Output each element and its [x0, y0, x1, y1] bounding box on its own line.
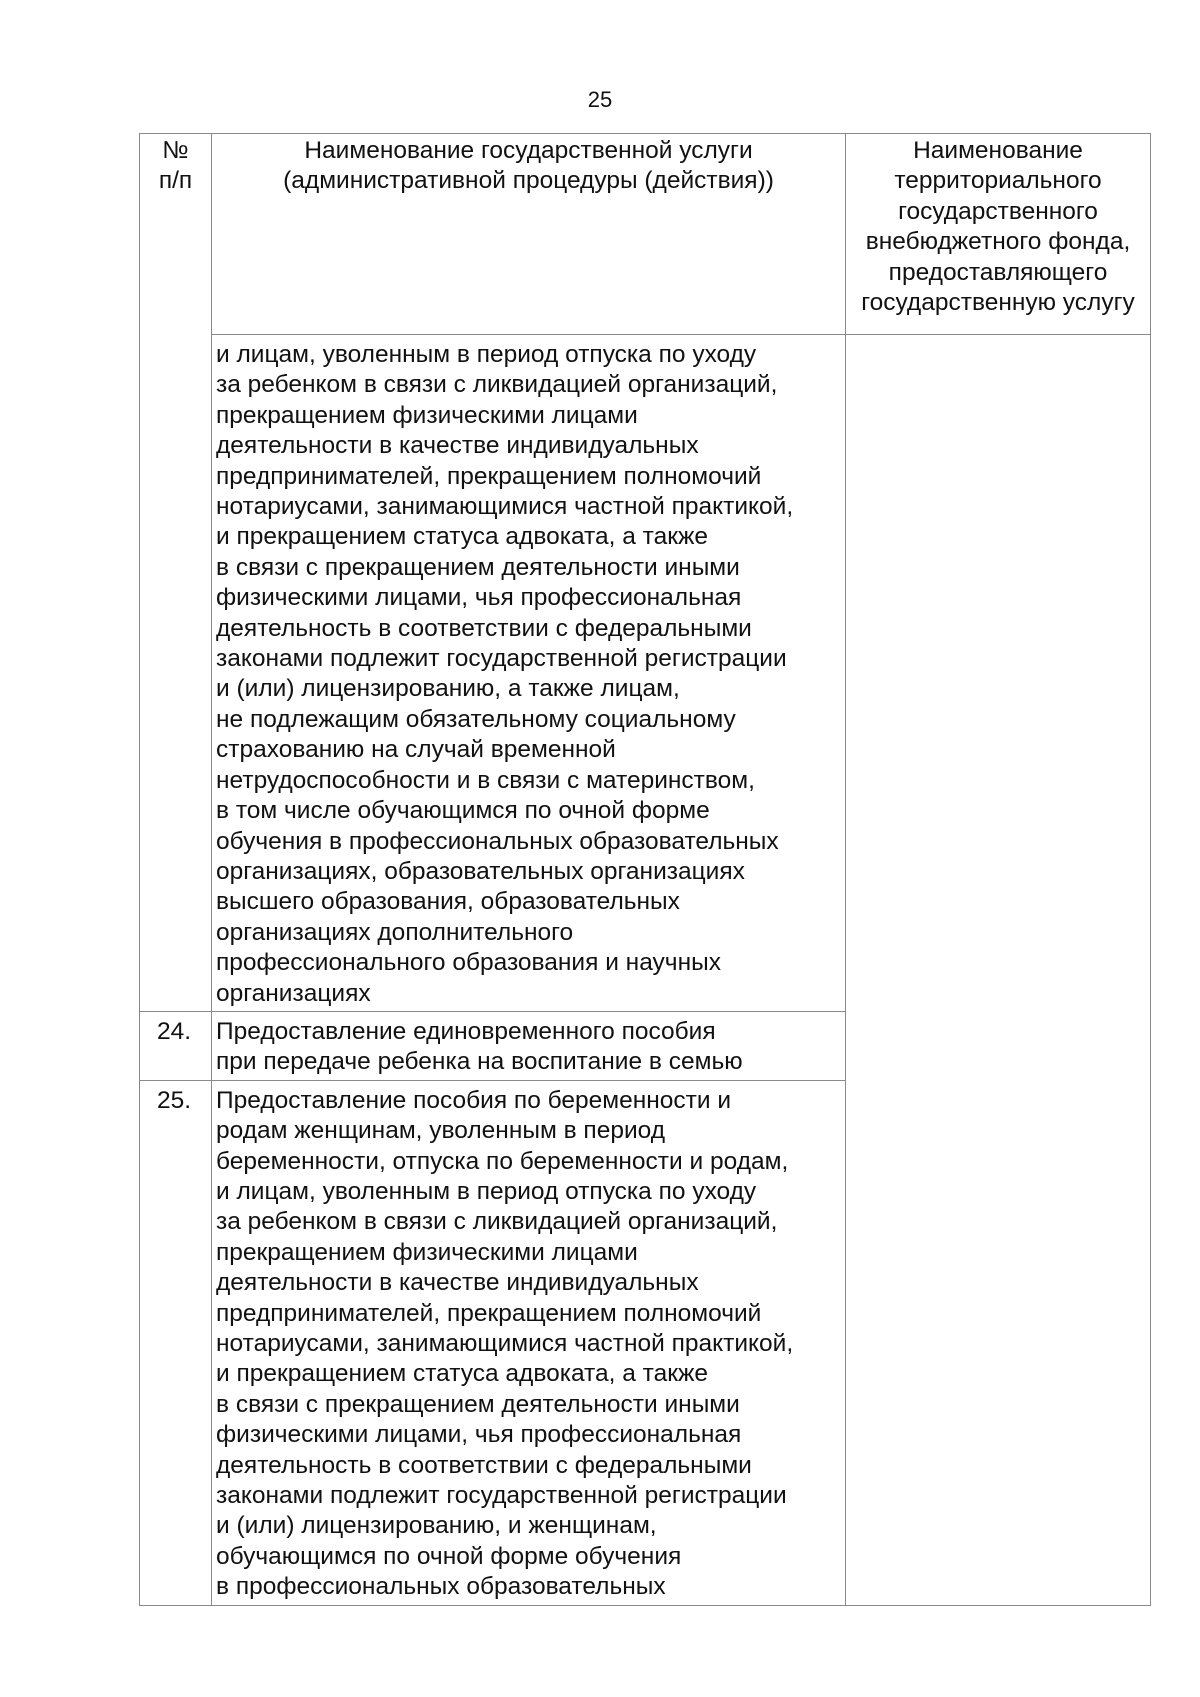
services-table — [139, 133, 1151, 1606]
text-line: физическими лицами, чья профессиональная — [216, 584, 742, 612]
text-line: п/п — [158, 167, 193, 195]
text-line: в связи с прекращением деятельности иными — [216, 553, 740, 581]
text-line: деятельность в соответствии с федеральными — [216, 1451, 752, 1479]
table-row — [140, 335, 1151, 1012]
text-line: законами подлежит государственной регистрации — [216, 645, 787, 673]
text-line: не подлежащим обязательному социальному — [216, 705, 736, 733]
text-line: предпринимателей, прекращением полномочий — [216, 462, 762, 490]
text-line: за ребенком в связи с ликвидацией организаций, — [216, 1208, 778, 1236]
text-line: в профессиональных образовательных — [216, 1573, 666, 1601]
text-line: деятельности в качестве индивидуальных — [216, 1269, 699, 1297]
text-line: организациях — [216, 979, 371, 1007]
text-line: деятельности в качестве индивидуальных — [216, 432, 699, 460]
row-fund-name — [846, 335, 1151, 1606]
text-line: нотариусами, занимающимися частной практикой, — [216, 1330, 794, 1357]
text-line: и (или) лицензированию, а также лицам, — [216, 675, 680, 703]
text-line: № — [162, 137, 189, 164]
text-line: беременности, отпуска по беременности и родам, — [216, 1147, 789, 1175]
text-line: предпринимателей, прекращением полномочий — [216, 1299, 762, 1327]
text-line: в том числе обучающимся по очной форме — [216, 797, 710, 825]
text-line: законами подлежит государственной регистрации — [216, 1482, 787, 1510]
text-line: нотариусами, занимающимися частной практикой, — [216, 493, 794, 521]
text-line: и (или) лицензированию, и женщинам, — [216, 1512, 657, 1540]
text-line: предоставляющего — [888, 258, 1108, 286]
text-line: обучения в профессиональных образовательных — [216, 827, 779, 855]
header-number — [140, 134, 212, 335]
text-line: государственную услугу — [861, 289, 1135, 317]
text-line: в связи с прекращением деятельности иными — [216, 1390, 740, 1418]
row-service-name — [212, 1011, 846, 1080]
row-service-name — [212, 335, 846, 1012]
text-line: родам женщинам, уволенным в период — [216, 1117, 666, 1145]
text-line: высшего образования, образовательных — [216, 888, 680, 916]
header-fund-name — [846, 134, 1151, 335]
text-line: и прекращением статуса адвоката, а также — [216, 523, 708, 551]
text-line: организациях дополнительного — [216, 918, 574, 946]
text-line: обучающимся по очной форме обучения — [216, 1542, 682, 1570]
text-line: Предоставление пособия по беременности и — [216, 1086, 732, 1114]
text-line: прекращением физическими лицами — [216, 401, 638, 429]
text-line: Наименование — [913, 137, 1083, 164]
text-line: внебюджетного фонда, — [865, 228, 1131, 256]
text-line: территориального — [894, 167, 1102, 195]
text-line: деятельность в соответствии с федеральными — [216, 614, 752, 642]
row-number: 25. — [140, 1080, 212, 1605]
row-number — [140, 335, 212, 1012]
page-number: 25 — [587, 87, 613, 112]
text-line: профессионального образования и научных — [216, 949, 721, 977]
text-line: и лицам, уволенным в период отпуска по уходу — [216, 1177, 757, 1205]
header-service-name — [212, 134, 846, 335]
text-line: Предоставление единовременного пособия — [216, 1017, 716, 1045]
text-line: за ребенком в связи с ликвидацией организаций, — [216, 371, 778, 399]
table-header-row — [140, 134, 1151, 335]
text-line: государственного — [898, 197, 1098, 225]
text-line: прекращением физическими лицами — [216, 1238, 638, 1266]
row-number: 24. — [140, 1011, 212, 1080]
text-line: (административной процедуры (действия)) — [283, 167, 774, 195]
text-line: и лицам, уволенным в период отпуска по уходу — [216, 341, 757, 368]
text-line: нетрудоспособности и в связи с материнством, — [216, 766, 755, 794]
row-service-name — [212, 1080, 846, 1605]
text-line: Наименование государственной услуги — [304, 137, 753, 164]
text-line: страхованию на случай временной — [216, 736, 616, 764]
text-line: при передаче ребенка на воспитание в семью — [216, 1048, 743, 1076]
text-line: организациях, образовательных организациях — [216, 857, 745, 885]
text-line: и прекращением статуса адвоката, а также — [216, 1360, 708, 1388]
text-line: физическими лицами, чья профессиональная — [216, 1421, 742, 1449]
